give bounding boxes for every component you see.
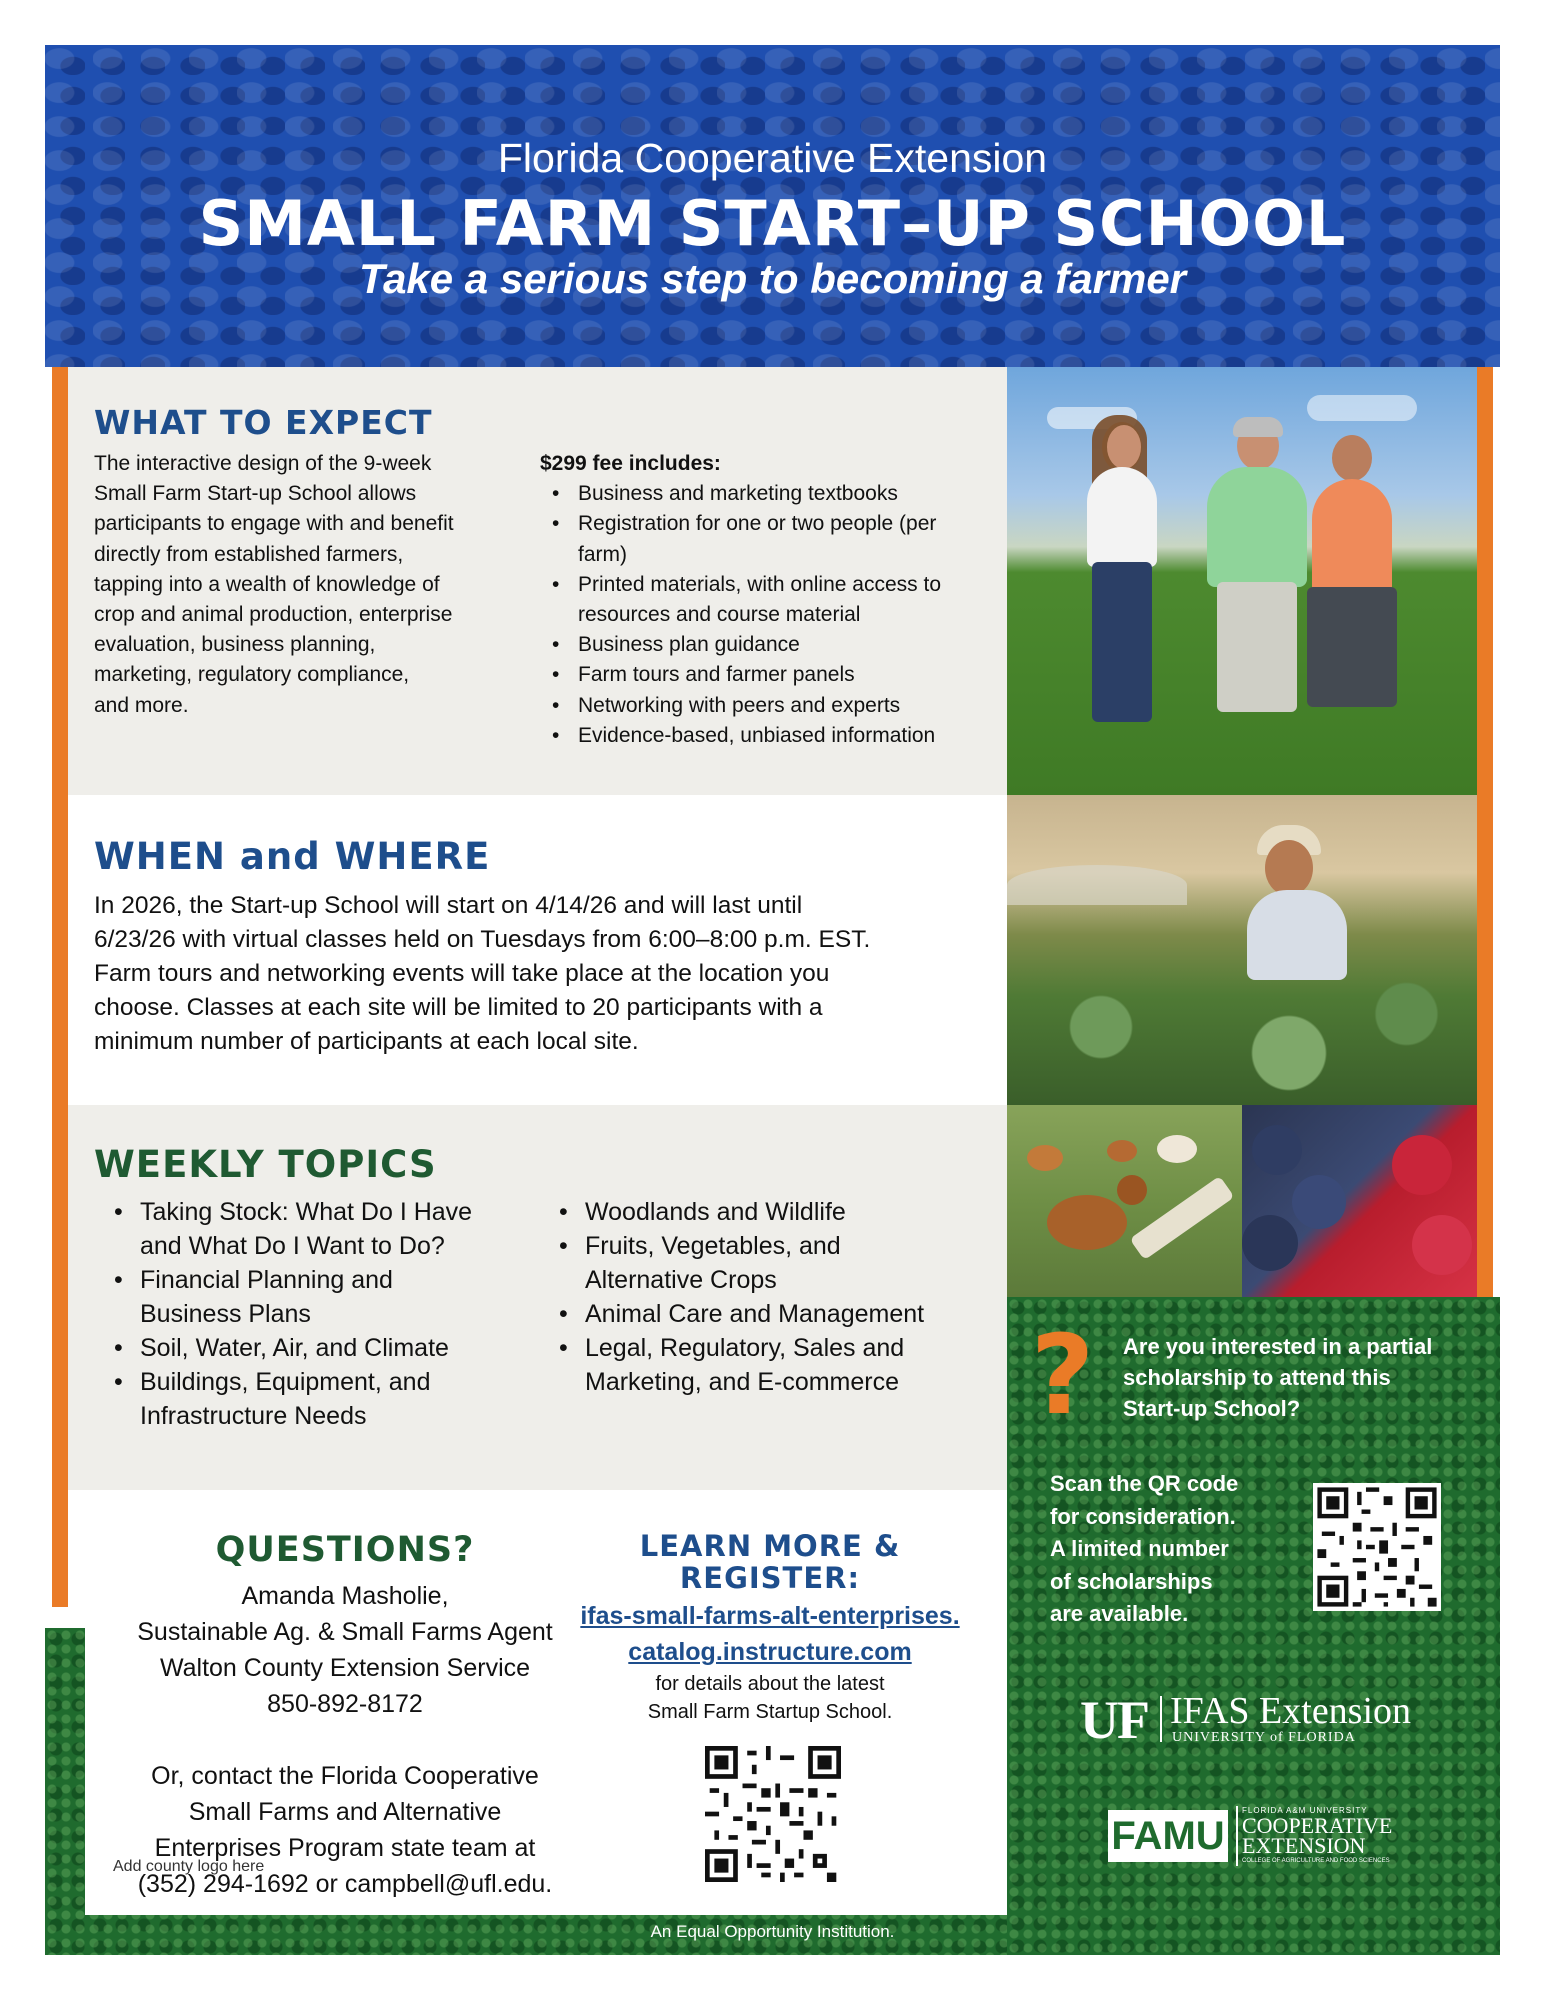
photo-berries [1242, 1105, 1477, 1297]
uf-ifas-extension-logo [1080, 1692, 1440, 1748]
famu-line-2: EXTENSION [1242, 1833, 1366, 1858]
uf-mark: UF [1080, 1690, 1148, 1750]
uf-ifas-text: IFAS Extension [1170, 1690, 1412, 1732]
when-line: minimum number of participants at each local site. [94, 1028, 639, 1055]
contact-name: Amanda Masholie, [241, 1582, 449, 1610]
expect-line: crop and animal production, enterprise [94, 603, 453, 627]
register-note-line: Small Farm Startup School. [647, 1701, 893, 1723]
register-block [605, 1530, 935, 1594]
register-heading-1: LEARN MORE & [639, 1529, 901, 1563]
questions-section [85, 1490, 1007, 1915]
contact-role: Sustainable Ag. & Small Farms Agent [137, 1618, 553, 1646]
contact-line: Or, contact the Florida Cooperative [151, 1762, 539, 1790]
expect-line: The interactive design of the 9-week [94, 452, 432, 475]
famu-top: FLORIDA A&M UNIVERSITY [1242, 1806, 1368, 1815]
register-note-line: for details about the latest [655, 1673, 885, 1695]
famu-mark: FAMU [1108, 1810, 1228, 1862]
scholarship-question [1123, 1331, 1493, 1424]
register-heading-2: REGISTER: [679, 1561, 861, 1595]
scholarship-question-line: Start-up School? [1123, 1396, 1301, 1421]
famu-sub: COLLEGE OF AGRICULTURE AND FOOD SCIENCES [1242, 1858, 1390, 1864]
topic-item: • Woodlands and Wildlife [585, 1195, 985, 1229]
orange-side-bar-right [1477, 367, 1493, 1297]
register-link[interactable]: ifas-small-farms-alt-enterprises. [580, 1602, 960, 1630]
fee-heading: $299 fee includes: [540, 452, 721, 475]
when-line: choose. Classes at each site will be limited to 20 participants with a [94, 994, 823, 1021]
fee-item: • Networking with peers and experts [578, 691, 1000, 721]
question-mark-icon: ? [1030, 1311, 1095, 1439]
weekly-topics-section [68, 1105, 1007, 1490]
topics-list-right [585, 1195, 985, 1399]
scan-line: A limited number [1050, 1536, 1229, 1561]
section-heading-questions: QUESTIONS? [215, 1530, 475, 1570]
section-heading-topics: WEEKLY TOPICS [94, 1143, 437, 1186]
famu-extension-logo [1108, 1806, 1428, 1868]
scan-line: of scholarships [1050, 1568, 1213, 1594]
contact-line: Enterprises Program state team at [154, 1834, 536, 1862]
org-name: Florida Cooperative Extension [497, 135, 1048, 181]
scan-line: Scan the QR code [1050, 1471, 1239, 1496]
fee-item: • Business plan guidance [578, 630, 1000, 660]
scan-line: for consideration. [1050, 1503, 1236, 1529]
scholarship-question-line: scholarship to attend this [1123, 1365, 1391, 1390]
expect-line: marketing, regulatory compliance, [94, 663, 410, 687]
contact-line: (352) 294-1692 or campbell@ufl.edu. [137, 1870, 553, 1898]
when-line: Farm tours and networking events will take place at the location you [94, 960, 830, 987]
photo-chickens [1007, 1105, 1242, 1297]
section-heading-when: WHEN and WHERE [94, 835, 491, 878]
header-banner [45, 45, 1500, 367]
orange-side-bar-left [52, 367, 68, 1607]
contact-line: Small Farms and Alternative [188, 1798, 502, 1826]
qr-code-icon [1313, 1483, 1441, 1611]
when-line: 6/23/26 with virtual classes held on Tuesdays from 6:00–8:00 p.m. EST. [94, 926, 871, 953]
page-title: SMALL FARM START–UP SCHOOL [198, 187, 1347, 260]
expect-line: tapping into a wealth of knowledge of [94, 572, 440, 596]
fee-item: • Business and marketing textbooks [578, 479, 1000, 509]
what-to-expect-section [68, 367, 1007, 795]
photo-farmers-in-field [1007, 367, 1477, 795]
topic-item: • Taking Stock: What Do I Have and What Do I Want to Do? [140, 1195, 520, 1263]
register-link-block [545, 1598, 995, 1670]
when-line: In 2026, the Start-up School will start on 4/14/26 and will last until [94, 892, 803, 919]
section-heading-expect: WHAT TO EXPECT [94, 403, 433, 442]
fee-item: • Farm tours and farmer panels [578, 660, 1000, 690]
expect-line: directly from established farmers, [94, 542, 404, 566]
footer-eoi: An Equal Opportunity Institution. [650, 1922, 895, 1941]
expect-line: participants to engage with and benefit [94, 512, 454, 536]
fee-item: • Registration for one or two people (per farm) [578, 509, 938, 569]
scholarship-scan-text [1050, 1468, 1290, 1631]
topic-item: • Financial Planning and Business Plans [140, 1263, 440, 1331]
contact-block [85, 1578, 605, 1902]
expect-line: evaluation, business planning, [94, 633, 376, 657]
scholarship-question-line: Are you interested in a partial [1123, 1334, 1433, 1359]
county-logo-placeholder: Add county logo here [113, 1858, 265, 1875]
topics-list-left [140, 1195, 520, 1433]
contact-office: Walton County Extension Service [159, 1654, 531, 1682]
register-qr-code[interactable] [705, 1746, 841, 1882]
topic-item: • Buildings, Equipment, and Infrastructure Needs [140, 1365, 470, 1433]
topic-item: • Legal, Regulatory, Sales and Marketing, and E-commerce [585, 1331, 945, 1399]
topic-item: • Soil, Water, Air, and Climate [140, 1331, 520, 1365]
famu-line-1: COOPERATIVE [1242, 1813, 1393, 1838]
photo-farmer-with-cabbage [1007, 795, 1477, 1105]
fee-item: • Evidence-based, unbiased information [578, 721, 1000, 751]
scan-line: are available. [1050, 1601, 1189, 1626]
qr-code-icon [705, 1746, 841, 1882]
when-and-where-section [68, 795, 1007, 1105]
expect-description [94, 449, 524, 721]
contact-phone: 850-892-8172 [267, 1690, 423, 1718]
register-note [545, 1670, 995, 1726]
expect-line: Small Farm Start-up School allows [94, 482, 417, 506]
tagline: Take a serious step to becoming a farmer [358, 255, 1187, 302]
topic-item: • Fruits, Vegetables, and Alternative Crops [585, 1229, 885, 1297]
logo-divider [1160, 1696, 1162, 1742]
topic-item: • Animal Care and Management [585, 1297, 985, 1331]
scholarship-qr-code[interactable] [1313, 1483, 1441, 1611]
uf-subtext: UNIVERSITY of FLORIDA [1172, 1730, 1356, 1745]
when-description [94, 889, 994, 1059]
fee-block [540, 449, 1000, 751]
logo-divider [1236, 1806, 1238, 1866]
register-link[interactable]: catalog.instructure.com [628, 1638, 912, 1666]
fee-item: • Printed materials, with online access to resources and course material [578, 570, 978, 630]
expect-line: and more. [94, 693, 189, 717]
fee-list [540, 479, 1000, 751]
